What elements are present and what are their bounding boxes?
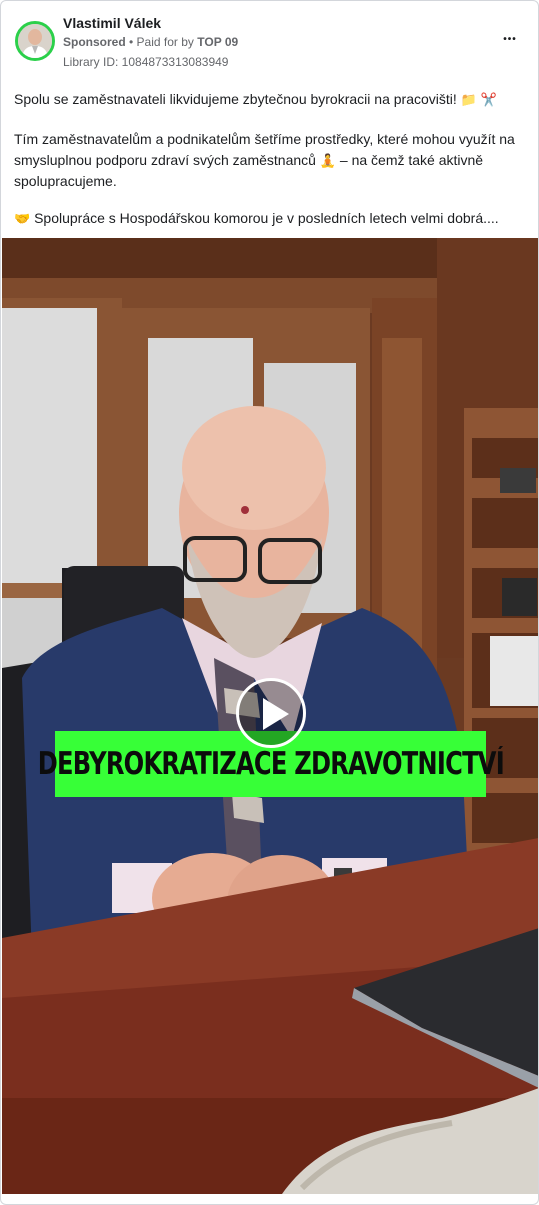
paragraph-2: Tím zaměstnavatelům a podnikatelům šetříme prostředky, které mohou využít na smysluplnou podporu zdraví svých zaměstnanců 🧘 – na čemž také aktivně spolupracujeme. (14, 131, 515, 189)
more-horizontal-icon: ••• (503, 34, 517, 45)
avatar-photo (18, 24, 52, 58)
meditation-icon: 🧘 (319, 153, 337, 168)
more-options-button[interactable] (498, 31, 522, 45)
payer-name[interactable]: TOP 09 (197, 35, 239, 49)
paragraph-3: 🤝 Spolupráce s Hospodářskou komorou je v posledních letech velmi dobrá.... (14, 208, 499, 229)
paid-for-label: • Paid for by (125, 35, 198, 49)
paragraph-1: Spolu se zaměstnavateli likvidujeme zbytečnou byrokracii na pracovišti! 📁 ✂️ (14, 89, 497, 110)
play-button[interactable] (236, 678, 306, 748)
library-id: Library ID: 1084873313083949 (63, 55, 229, 69)
play-icon (263, 698, 289, 730)
video-player[interactable] (2, 238, 539, 1194)
post-header (13, 13, 526, 73)
sponsored-label: Sponsored (63, 35, 126, 49)
banner-text: DEBYROKRATIZACE ZDRAVOTNICTVÍ (37, 746, 504, 782)
sponsor-line (63, 35, 238, 49)
scissors-icon: ✂️ (480, 92, 497, 107)
handshake-icon: 🤝 (14, 211, 31, 226)
author-name[interactable]: Vlastimil Válek (63, 15, 162, 31)
folder-icon: 📁 (460, 92, 477, 107)
avatar[interactable] (15, 21, 55, 61)
